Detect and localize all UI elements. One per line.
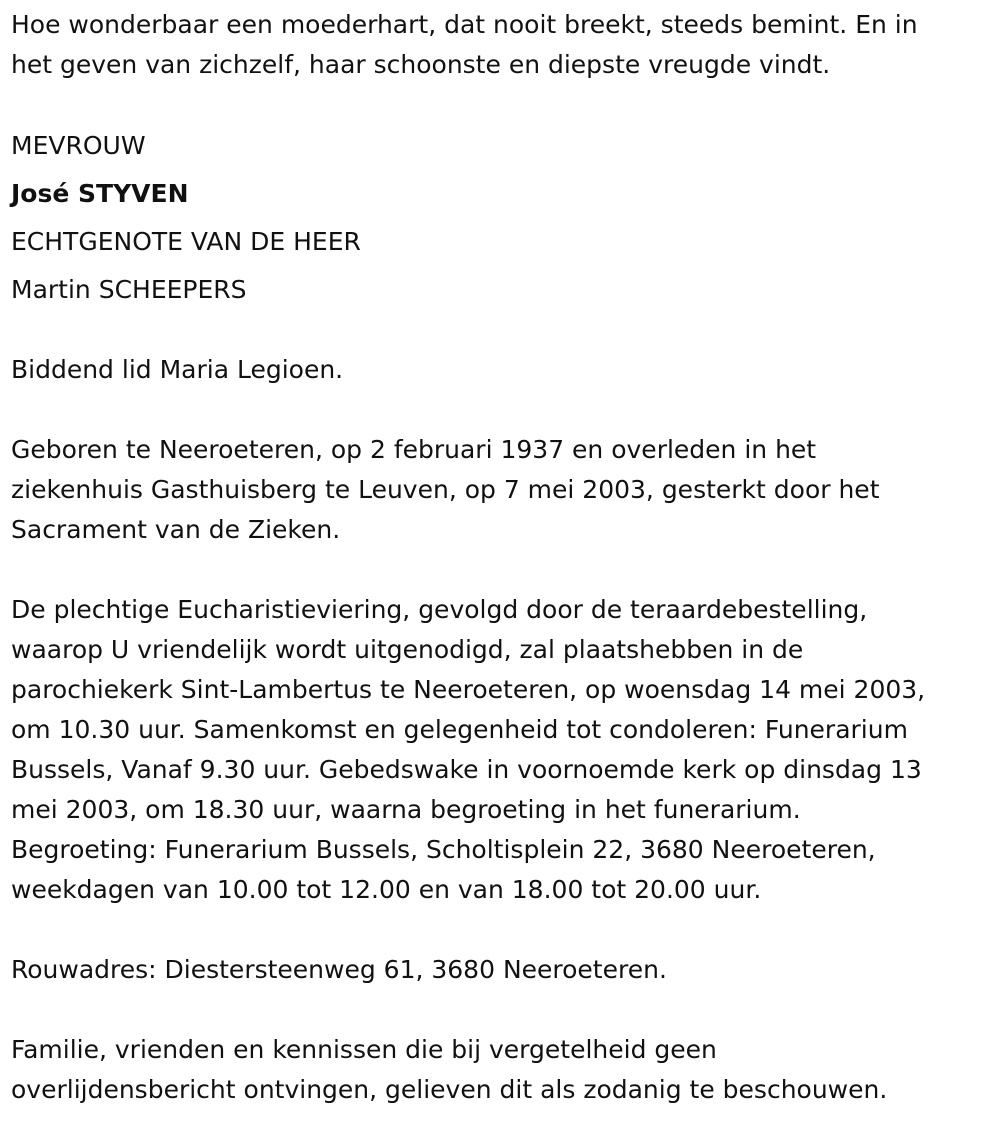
spouse-name: Martin SCHEEPERS — [11, 275, 247, 304]
poem-paragraph — [11, 5, 996, 85]
mourning-address: Rouwadres: Diestersteenweg 61, 3680 Neeroeteren. — [11, 955, 667, 984]
ceremony-line: waarop U vriendelijk wordt uitgenodigd, zal plaatshebben in de — [11, 635, 804, 664]
ceremony-line: om 10.30 uur. Samenkomst en gelegenheid tot condoleren: Funerarium — [11, 715, 908, 744]
birth-death-paragraph — [11, 430, 996, 550]
birth-death-line: Geboren te Neeroeteren, op 2 februari 1937 en overleden in het — [11, 435, 817, 464]
closing-line: overlijdensbericht ontvingen, gelieven dit als zodanig te beschouwen. — [11, 1075, 888, 1104]
title-line: MEVROUW — [11, 131, 146, 160]
poem-line: het geven van zichzelf, haar schoonste en diepste vreugde vindt. — [11, 50, 831, 79]
poem-line: Hoe wonderbaar een moederhart, dat nooit breekt, steeds bemint. En in — [11, 10, 918, 39]
ceremony-line: parochiekerk Sint-Lambertus te Neeroeteren, op woensdag 14 mei 2003, — [11, 675, 926, 704]
relation-line: ECHTGENOTE VAN DE HEER — [11, 227, 361, 256]
birth-death-line: Sacrament van de Zieken. — [11, 515, 341, 544]
ceremony-line: weekdagen van 10.00 tot 12.00 en van 18.00 tot 20.00 uur. — [11, 875, 762, 904]
ceremony-line: De plechtige Eucharistieviering, gevolgd door de teraardebestelling, — [11, 595, 868, 624]
ceremony-line: Begroeting: Funerarium Bussels, Scholtisplein 22, 3680 Neeroeteren, — [11, 835, 876, 864]
ceremony-paragraph — [11, 590, 996, 910]
ceremony-line: mei 2003, om 18.30 uur, waarna begroeting in het funerarium. — [11, 795, 801, 824]
closing-paragraph — [11, 1030, 996, 1110]
ceremony-line: Bussels, Vanaf 9.30 uur. Gebedswake in voornoemde kerk op dinsdag 13 — [11, 755, 922, 784]
deceased-name: José STYVEN — [11, 179, 189, 208]
birth-death-line: ziekenhuis Gasthuisberg te Leuven, op 7 mei 2003, gesterkt door het — [11, 475, 880, 504]
closing-line: Familie, vrienden en kennissen die bij vergetelheid geen — [11, 1035, 717, 1064]
membership-line: Biddend lid Maria Legioen. — [11, 355, 344, 384]
